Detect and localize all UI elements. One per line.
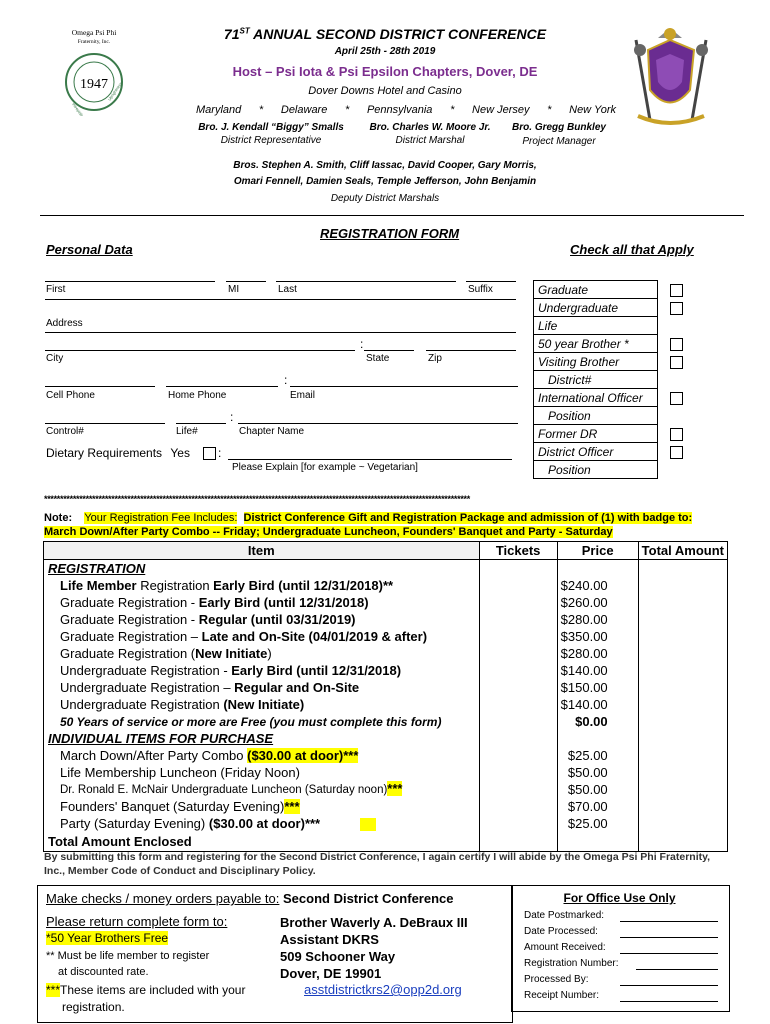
first-label: First [46, 284, 66, 295]
email-colon: : [284, 373, 288, 387]
state-colon: : [360, 337, 364, 351]
tickets-cell[interactable] [479, 696, 557, 713]
table-row [44, 781, 728, 798]
section-row [44, 730, 728, 747]
check-all-heading: Check all that Apply [570, 242, 694, 257]
certify-statement: By submitting this form and registering for the Second District Conference, I again certify I will abide by the Omega Psi Phi Fraternity, Inc., Member Code of Conduct and Disciplinary Policy. [44, 851, 711, 877]
price-cell: $350.00 [557, 628, 638, 645]
table-row [44, 747, 728, 764]
tickets-cell[interactable] [479, 798, 557, 815]
fifty-year-free: *50 Year Brothers Free [46, 931, 169, 945]
home-phone-field[interactable] [166, 386, 278, 387]
chapter-field[interactable] [238, 423, 518, 424]
price-cell: $50.00 [557, 781, 638, 798]
dietary-yes-label: Yes [170, 446, 190, 460]
office-field-label: Date Processed: [524, 926, 598, 937]
registration-item: Graduate Registration – Late and On-Site (04/01/2019 & after) [44, 628, 480, 645]
price-cell: $260.00 [557, 594, 638, 611]
tickets-cell[interactable] [479, 832, 557, 852]
total-cell[interactable] [638, 832, 727, 852]
table-row [44, 594, 728, 611]
table-row [44, 679, 728, 696]
officer-2: Bro. Charles W. Moore Jr. District Marshal [369, 122, 491, 146]
registration-item: Life Member Registration Early Bird (until 12/31/2018)** [44, 577, 480, 594]
table-row [44, 662, 728, 679]
registration-item: Graduate Registration (New Initiate) [44, 645, 480, 662]
check-item-label: Position [534, 407, 658, 425]
office-field-label: Date Postmarked: [524, 910, 605, 921]
price-cell: $50.00 [557, 764, 638, 781]
tickets-cell[interactable] [479, 747, 557, 764]
tickets-cell[interactable] [479, 730, 557, 747]
office-field-line[interactable] [620, 921, 718, 922]
total-cell[interactable] [638, 798, 727, 815]
office-use-title: For Office Use Only [563, 891, 676, 905]
dietary-colon: : [218, 446, 222, 460]
office-field-line[interactable] [620, 937, 718, 938]
tickets-cell[interactable] [479, 560, 557, 578]
price-cell: $240.00 [557, 577, 638, 594]
check-item-label: Former DR [534, 425, 658, 443]
total-cell[interactable] [638, 577, 727, 594]
table-row [44, 628, 728, 645]
control-field[interactable] [45, 423, 165, 424]
logo-left-arc: Intrepidity [71, 101, 86, 116]
control-label: Control# [46, 426, 84, 437]
total-cell[interactable] [638, 560, 727, 578]
check-item-label: Undergraduate [534, 299, 658, 317]
price-cell: $150.00 [557, 679, 638, 696]
total-row [44, 832, 728, 852]
table-row [44, 696, 728, 713]
total-cell[interactable] [638, 713, 727, 730]
registration-item: Graduate Registration - Regular (until 03/31/2019) [44, 611, 480, 628]
check-item-checkbox[interactable] [670, 284, 683, 297]
section-row [44, 560, 728, 578]
fifty-years-free-item: 50 Years of service or more are Free (you must complete this form) [60, 714, 442, 729]
price-cell: $70.00 [557, 798, 638, 815]
price-cell: $25.00 [557, 747, 638, 764]
check-item-label: Position [534, 461, 658, 479]
contact-email-link[interactable]: asstdistrictkrs2@opp2d.org [304, 982, 462, 997]
price-cell: $25.00 [557, 815, 638, 832]
life-label: Life# [176, 426, 198, 437]
office-field-line[interactable] [620, 1001, 718, 1002]
fraternity-logo [52, 26, 136, 116]
tickets-cell[interactable] [479, 662, 557, 679]
zip-label: Zip [428, 353, 442, 364]
tickets-cell[interactable] [479, 815, 557, 832]
total-cell[interactable] [638, 730, 727, 747]
stars-divider: ************************************************************************************************************************************* [44, 494, 470, 504]
registration-item: Undergraduate Registration (New Initiate) [44, 696, 480, 713]
return-label: Please return complete form to: [46, 914, 228, 929]
check-item-checkbox[interactable] [670, 356, 683, 369]
check-item-label: District Officer [534, 443, 658, 461]
zip-field[interactable] [426, 350, 516, 351]
first-name-field[interactable] [45, 281, 215, 282]
price-cell: $0.00 [557, 713, 638, 730]
tickets-cell[interactable] [479, 764, 557, 781]
office-field-label: Amount Received: [524, 942, 606, 953]
check-item-label: District# [534, 371, 658, 389]
tickets-cell[interactable] [479, 781, 557, 798]
total-amount-enclosed: Total Amount Enclosed [48, 833, 192, 849]
header-item: Item [44, 542, 480, 560]
cell-phone-field[interactable] [45, 386, 155, 387]
registration-item: Undergraduate Registration - Early Bird (until 12/31/2018) [44, 662, 480, 679]
office-field-label: Processed By: [524, 974, 589, 985]
check-item-checkbox[interactable] [670, 446, 683, 459]
deputies-line2: Omari Fennell, Damien Seals, Temple Jefferson, John Benjamin [233, 176, 537, 187]
price-cell: $280.00 [557, 645, 638, 662]
logo-right-arc: Uprightness [106, 81, 124, 102]
deputies-title: Deputy District Marshals [330, 193, 440, 204]
host-line: Host – Psi Iota & Psi Epsilon Chapters, Dover, DE [232, 64, 538, 79]
check-item-label: International Officer [534, 389, 658, 407]
deputies-line1: Bros. Stephen A. Smith, Cliff Iassac, David Cooper, Gary Morris, [233, 160, 537, 171]
tickets-cell[interactable] [479, 713, 557, 730]
price-cell: $140.00 [557, 696, 638, 713]
total-cell[interactable] [638, 781, 727, 798]
included-note: ***These items are included with your registration. [46, 983, 246, 1014]
check-item-checkbox[interactable] [670, 392, 683, 405]
officer-1: Bro. J. Kendall “Biggy” Smalls District Representative [198, 122, 344, 146]
dietary-explain-field[interactable] [228, 459, 512, 460]
tickets-cell[interactable] [479, 611, 557, 628]
logo-org-line2: Fraternity, Inc. [77, 39, 111, 45]
dietary-row [46, 446, 190, 460]
check-item-label: 50 year Brother * [534, 335, 658, 353]
table-row [44, 645, 728, 662]
office-field-line[interactable] [636, 969, 718, 970]
office-field-line[interactable] [620, 953, 718, 954]
city-field[interactable] [45, 350, 355, 351]
last-name-field[interactable] [276, 281, 456, 282]
registration-form-title: REGISTRATION FORM [320, 226, 460, 241]
purchase-item: Founders' Banquet (Saturday Evening)*** [44, 798, 480, 815]
logo-org-line1: Omega Psi Phi [71, 28, 117, 37]
state-label: State [366, 353, 390, 364]
header-tickets: Tickets [479, 542, 557, 560]
price-cell: $140.00 [557, 662, 638, 679]
price-cell: $280.00 [557, 611, 638, 628]
dietary-explain-label: Please Explain [for example ~ Vegetarian] [232, 462, 418, 473]
mi-label: MI [228, 284, 240, 295]
payable-line: Make checks / money orders payable to: Second District Conference [46, 891, 454, 906]
header-price: Price [557, 542, 638, 560]
fee-note: Note: Your Registration Fee Includes: District Conference Gift and Registration Package and admission of (1) with badge to: March Down/After Party Combo -- Friday; Undergraduate Luncheon, Founders' Banquet and Party - Saturday [44, 512, 693, 538]
dietary-label: Dietary Requirements [46, 446, 163, 460]
header-divider [40, 215, 744, 216]
life-field[interactable] [176, 423, 226, 424]
total-cell[interactable] [638, 611, 727, 628]
officer-3: Bro. Gregg Bunkley Project Manager [512, 122, 606, 147]
address-field[interactable] [45, 332, 516, 333]
total-cell[interactable] [638, 815, 727, 832]
total-cell[interactable] [638, 696, 727, 713]
suffix-label: Suffix [468, 284, 493, 295]
check-item-label: Life [534, 317, 658, 335]
conference-dates: April 25th - 28th 2019 [334, 46, 436, 57]
office-field-label: Receipt Number: [524, 990, 600, 1001]
cell-phone-label: Cell Phone [46, 390, 95, 401]
check-item-checkbox[interactable] [670, 338, 683, 351]
suffix-field[interactable] [466, 281, 516, 282]
state-field[interactable] [364, 350, 414, 351]
registration-fee-table [43, 541, 728, 852]
dietary-yes-checkbox[interactable] [203, 447, 216, 460]
registration-item: Graduate Registration - Early Bird (until 12/31/2018) [44, 594, 480, 611]
office-field-label: Registration Number: [524, 958, 619, 969]
total-cell[interactable] [638, 628, 727, 645]
tickets-cell[interactable] [479, 628, 557, 645]
table-row [44, 764, 728, 781]
email-label: Email [290, 390, 316, 401]
life-member-note: ** Must be life member to register at discounted rate. [46, 950, 210, 978]
mi-field[interactable] [226, 281, 266, 282]
city-label: City [46, 353, 64, 364]
total-cell[interactable] [638, 662, 727, 679]
states-line: Maryland * Delaware * Pennsylvania * New Jersey * New York [196, 104, 616, 116]
total-cell[interactable] [638, 679, 727, 696]
purchase-item: March Down/After Party Combo ($30.00 at door)*** [44, 747, 480, 764]
email-field[interactable] [290, 386, 518, 387]
section-registration: REGISTRATION [48, 560, 146, 576]
table-row [44, 713, 728, 730]
address-label: Address [46, 318, 83, 329]
home-phone-label: Home Phone [168, 390, 227, 401]
section-individual-items: INDIVIDUAL ITEMS FOR PURCHASE [48, 730, 274, 746]
venue: Dover Downs Hotel and Casino [308, 85, 462, 97]
personal-data-heading: Personal Data [46, 242, 133, 257]
header-total: Total Amount [638, 542, 727, 560]
total-cell[interactable] [638, 594, 727, 611]
purchase-item: Party (Saturday Evening) ($30.00 at door)*** [44, 815, 480, 832]
last-label: Last [278, 284, 297, 295]
registration-item: Undergraduate Registration – Regular and On-Site [44, 679, 480, 696]
tickets-cell[interactable] [479, 594, 557, 611]
table-row [44, 611, 728, 628]
logo-year: 1947 [80, 77, 108, 92]
total-cell[interactable] [638, 764, 727, 781]
check-item-label: Visiting Brother [534, 353, 658, 371]
tickets-cell[interactable] [479, 645, 557, 662]
total-cell[interactable] [638, 645, 727, 662]
table-row [44, 798, 728, 815]
check-item-label: Graduate [534, 281, 658, 299]
table-row [44, 815, 728, 832]
office-field-line[interactable] [620, 985, 718, 986]
chapter-colon: : [230, 410, 234, 424]
tickets-cell[interactable] [479, 679, 557, 696]
table-row [44, 577, 728, 594]
total-cell[interactable] [638, 747, 727, 764]
purchase-item: Life Membership Luncheon (Friday Noon) [44, 764, 480, 781]
tickets-cell[interactable] [479, 577, 557, 594]
fraternity-crest [618, 20, 723, 130]
purchase-item: Dr. Ronald E. McNair Undergraduate Luncheon (Saturday noon)*** [44, 781, 480, 798]
check-item-checkbox[interactable] [670, 428, 683, 441]
member-type-checklist [533, 280, 693, 479]
chapter-label: Chapter Name [239, 426, 305, 437]
check-item-checkbox[interactable] [670, 302, 683, 315]
mailing-address: Brother Waverly A. DeBraux III Assistant DKRS 509 Schooner Way Dover, DE 19901 [280, 915, 468, 981]
conference-title: 71ST ANNUAL SECOND DISTRICT CONFERENCE [223, 26, 547, 42]
